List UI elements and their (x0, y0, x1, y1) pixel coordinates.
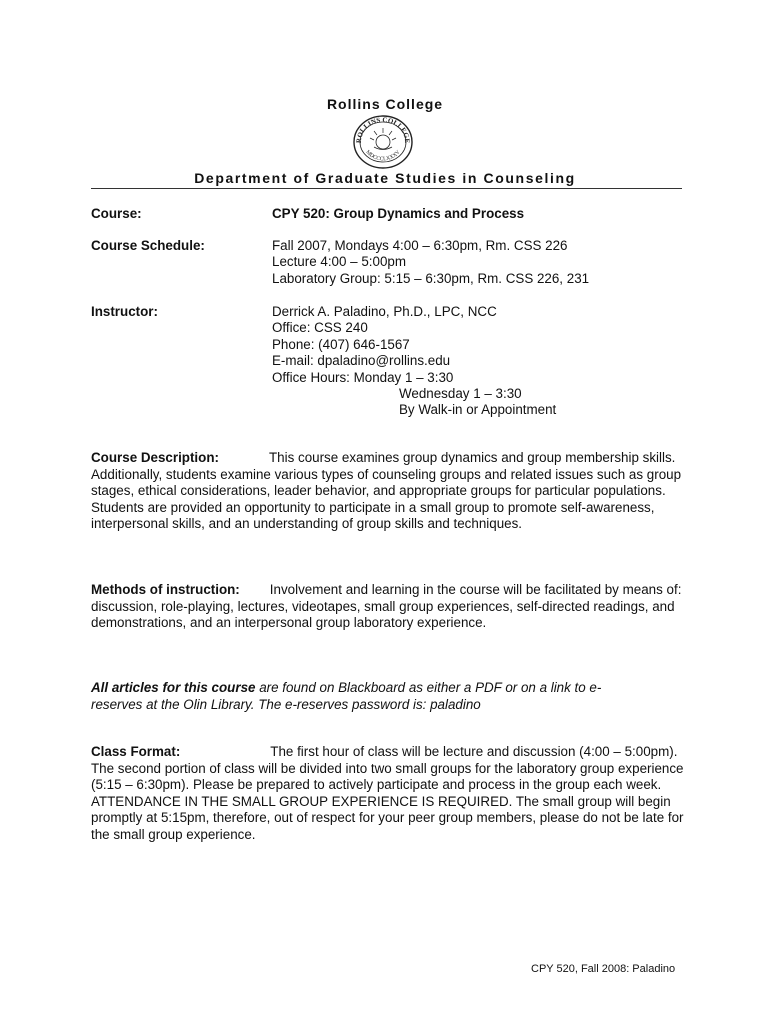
course-title: CPY 520: Group Dynamics and Process (272, 206, 525, 221)
header-divider (91, 188, 682, 189)
office-hours-walkin: By Walk-in or Appointment (399, 402, 557, 418)
format-text-first: The first hour of class will be lecture and discussion (4:00 – (270, 744, 621, 759)
office-hours-monday: Office Hours: Monday 1 – 3:30 (272, 369, 454, 385)
office-hours-wednesday: Wednesday 1 – 3:30 (399, 386, 522, 402)
format-text-rest: 5:00pm). The second portion of class will be divided into two small groups for the laboratory group experience (5:15 – 6:30pm). Please be prepared to actively participate and process in the group each week. ATTENDANCE IN THE SMALL GROUP EXPERIENCE IS REQUIRED. The small group will begin promptly at 5:15pm, therefore, out of respect for your peer group members, please do not be late for the small group experience. (91, 744, 684, 842)
instructor-label: Instructor: (91, 304, 158, 319)
methods-of-instruction (91, 582, 686, 632)
page-footer: CPY 520, Fall 2008: Paladino (531, 963, 676, 975)
schedule-line: Lecture 4:00 – 5:00pm (272, 254, 406, 270)
class-format (91, 744, 686, 844)
schedule-line: Laboratory Group: 5:15 – 6:30pm, Rm. CSS 226, 231 (272, 270, 590, 286)
methods-heading: Methods of instruction: (91, 582, 240, 597)
schedule-lines (272, 238, 589, 287)
schedule-line: Fall 2007, Mondays 4:00 – 6:30pm, Rm. CSS 226 (272, 238, 568, 253)
schedule-label: Course Schedule: (91, 238, 205, 253)
course-label: Course: (91, 206, 142, 221)
articles-note (91, 680, 621, 713)
methods-text-first: Involvement and learning in the course will be facilitated by (269, 582, 619, 597)
description-text-first: This course examines group dynamics and group membership (268, 450, 639, 465)
course-description (91, 450, 686, 533)
description-text-rest: skills. Additionally, students examine various types of counseling groups and related issues such as group stages, ethical considerations, leader behavior, and appropriate groups for particular populations. Students are provided an opportunity to participate in a small group to promote self-awareness, interpersonal skills, and an understanding of group skills and techniques. (91, 450, 682, 532)
instructor-details (272, 304, 556, 419)
college-name: Rollins College (326, 96, 444, 112)
articles-bold: All articles for this course (91, 680, 256, 695)
instructor-name: Derrick A. Paladino, Ph.D., LPC, NCC (272, 304, 497, 319)
articles-rest: are found on Blackboard as either a PDF or on a link to e-reserves at the Olin Library. The e-reserves password is: paladino (91, 680, 602, 712)
instructor-email: E-mail: dpaladino@rollins.edu (272, 353, 451, 369)
format-heading: Class Format: (91, 744, 181, 759)
instructor-phone: Phone: (407) 646-1567 (272, 336, 410, 352)
description-heading: Course Description: (91, 450, 219, 465)
instructor-office: Office: CSS 240 (272, 320, 368, 336)
college-seal-logo (352, 114, 414, 170)
svg-text:ROLLINS COLLEGE: ROLLINS COLLEGE (354, 115, 412, 144)
department-heading: Department of Graduate Studies in Counseling (194, 170, 576, 186)
methods-text-rest: means of: discussion, role-playing, lectures, videotapes, small group experiences, self-directed readings, and demonstrations, and an interpersonal group laboratory experience. (91, 582, 682, 631)
svg-text:MDCCCLXXXV: MDCCCLXXXV (364, 149, 402, 163)
